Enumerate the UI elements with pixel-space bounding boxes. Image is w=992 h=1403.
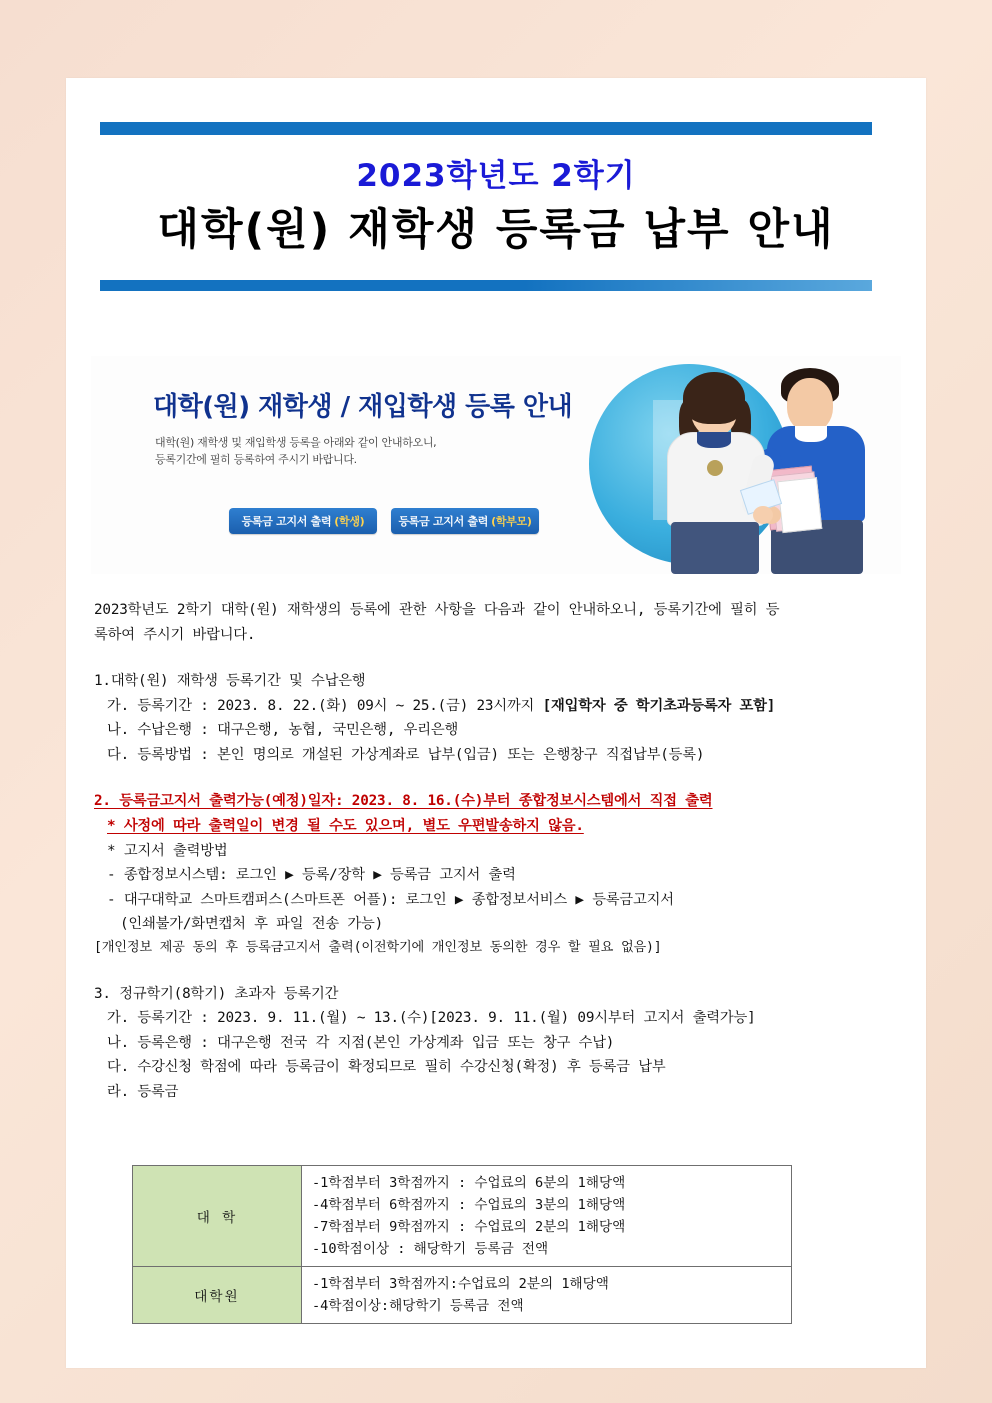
header-rule-bottom <box>100 280 872 291</box>
student-female-jeans <box>671 522 759 574</box>
table-row <box>133 1267 792 1324</box>
fee-table-cell-undergraduate <box>302 1166 792 1267</box>
print-bill-parent-tag: (학부모) <box>491 515 532 528</box>
fee-table-label-undergraduate: 대 학 <box>133 1166 302 1267</box>
section3-item-c: 다. 수강신청 학점에 따라 등록금이 확정되므로 필히 수강신청(확정) 후 등록금 납부 <box>107 1059 666 1076</box>
section1-item-a-text: 가. 등록기간 : 2023. 8. 22.(화) 09시 ~ 25.(금) 23시까지 <box>107 697 543 714</box>
registration-banner <box>91 356 901 574</box>
fee-table-label-graduate: 대학원 <box>133 1267 302 1324</box>
section1-item-b: 나. 수납은행 : 대구은행, 농협, 국민은행, 우리은행 <box>107 722 459 739</box>
document-body <box>94 598 894 1105</box>
document-page <box>66 78 926 1368</box>
fee-line: -10학점이상 : 해당학기 등록금 전액 <box>312 1241 549 1258</box>
fee-line: -1학점부터 3학점까지:수업료의 2분의 1해당액 <box>312 1276 609 1293</box>
page-title: 대학(원) 재학생 등록금 납부 안내 <box>157 205 835 255</box>
table-row <box>133 1166 792 1267</box>
section1-heading: 1.대학(원) 재학생 등록기간 및 수납은행 <box>94 673 366 690</box>
spacer <box>94 647 894 669</box>
section3-item-b: 나. 등록은행 : 대구은행 전국 각 지점(본인 가상계좌 입금 또는 창구 수납) <box>107 1034 615 1051</box>
intro-line-1: 2023학년도 2학기 대학(원) 재학생의 등록에 관한 사항을 다음과 같이 안내하오니, 등록기간에 필히 등 <box>94 602 780 618</box>
print-bill-student-button[interactable] <box>229 508 377 534</box>
students-photo <box>571 356 901 574</box>
student-female-hand <box>753 506 773 524</box>
student-male-collar <box>795 426 827 442</box>
page-title-year: 2023학년도 2학기 <box>356 158 636 194</box>
banner-subtitle <box>155 434 436 468</box>
section1-item-c: 다. 등록방법 : 본인 명의로 개설된 가상계좌로 납부(입금) 또는 은행창구 직접납부(등록) <box>107 746 705 763</box>
fee-table-cell-graduate <box>302 1267 792 1324</box>
fee-line: -1학점부터 3학점까지 : 수업료의 6분의 1해당액 <box>312 1175 626 1191</box>
section3-item-d: 라. 등록금 <box>107 1083 179 1100</box>
print-bill-parent-button[interactable] <box>391 508 539 534</box>
intro-line-2: 록하여 주시기 바랍니다. <box>94 626 256 643</box>
section2-heading: 2. 등록금고지서 출력가능(예정)일자: 2023. 8. 16.(수)부터 종합정보시스템에서 직접 출력 <box>94 793 713 810</box>
fee-table <box>132 1165 792 1324</box>
section3-heading: 3. 정규학기(8학기) 초과자 등록기간 <box>94 985 339 1002</box>
header-rule-top <box>100 122 872 135</box>
fee-line: -7학점부터 9학점까지 : 수업료의 2분의 1해당액 <box>312 1219 626 1236</box>
print-bill-student-tag: (학생) <box>334 515 365 528</box>
student-female-hair <box>683 372 745 424</box>
section1-item-a-bracket: [재입학자 중 학기초과등록자 포함] <box>542 697 776 714</box>
banner-title: 대학(원) 재학생 / 재입학생 등록 안내 <box>153 392 573 422</box>
file-white <box>777 477 822 533</box>
banner-subtitle-line-1: 대학(원) 재학생 및 재입학생 등록을 아래와 같이 안내하오니, <box>155 436 437 449</box>
section2-method-3: [개인정보 제공 동의 후 등록금고지서 출력(이전학기에 개인정보 동의한 경우 할 필요 없음)] <box>94 939 662 955</box>
section3-item-a: 가. 등록기간 : 2023. 9. 11.(월) ~ 13.(수)[2023. 9. 11.(월) 09시부터 고지서 출력가능] <box>107 1010 756 1027</box>
banner-background <box>91 356 901 574</box>
banner-subtitle-line-2: 등록기간에 필히 등록하여 주시기 바랍니다. <box>155 453 357 467</box>
print-bill-parent-label: 등록금 고지서 출력 <box>398 515 489 528</box>
fee-line: -4학점부터 6학점까지 : 수업료의 3분의 1해당액 <box>312 1197 626 1214</box>
print-bill-student-label: 등록금 고지서 출력 <box>241 515 332 528</box>
section2-method-2: - 대구대학교 스마트캠퍼스(스마트폰 어플): 로그인 ▶ 종합정보서비스 ▶ 등록금고지서 <box>107 891 674 908</box>
section2-note: * 사정에 따라 출력일이 변경 될 수도 있으며, 별도 우편발송하지 않음. <box>107 818 584 835</box>
spacer <box>94 960 894 982</box>
student-female-emblem <box>707 460 723 476</box>
section2-method-1: - 종합정보시스템: 로그인 ▶ 등록/장학 ▶ 등록금 고지서 출력 <box>107 867 516 884</box>
spacer <box>94 767 894 789</box>
section2-method-title: * 고지서 출력방법 <box>107 842 228 859</box>
student-male-head <box>787 378 833 432</box>
fee-line: -4학점이상:해당학기 등록금 전액 <box>312 1298 524 1315</box>
section2-method-2-continued: (인쇄불가/화면캡처 후 파일 전송 가능) <box>120 916 384 933</box>
section1-item-a <box>94 694 894 719</box>
student-female-collar <box>697 432 731 448</box>
